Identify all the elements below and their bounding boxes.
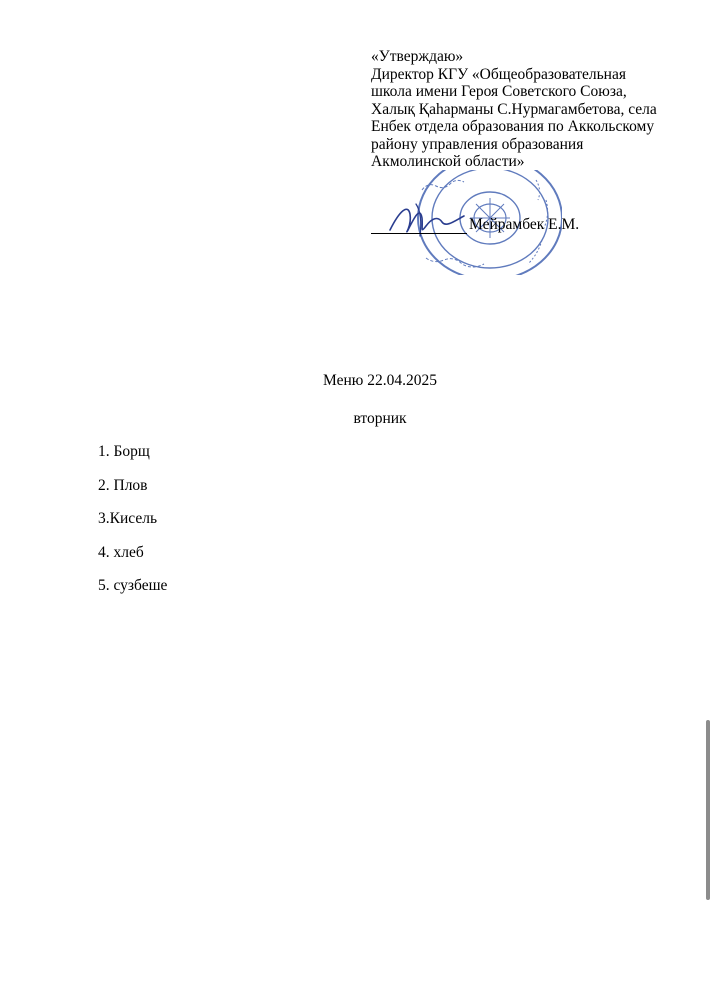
menu-item: 3.Кисель [98,510,158,527]
approval-line: району управления образования [371,135,584,153]
signature-line [371,233,467,234]
menu-item: 2. Плов [98,476,148,494]
approval-line: школа имени Героя Советского Союза, [371,83,627,100]
approval-line: Енбек отдела образования по Аккольскому [371,118,655,135]
approval-line: Директор КГУ «Общеобразовательная [371,65,626,83]
menu-day: вторник [353,410,407,427]
menu-item: 4. хлеб [98,543,144,561]
approval-heading: «Утверждаю» [371,48,464,65]
director-name: Мейрамбек Е.М. [469,216,580,233]
signature-row [371,214,691,240]
menu-item: 1. Борщ [98,443,150,460]
approval-line: Халық Қаһарманы С.Нурмагамбетова, села [371,100,657,118]
approval-line: Акмолинской области» [371,153,525,170]
approval-block [371,48,691,171]
menu-item: 5. сузбеше [98,577,168,594]
menu-list [98,443,167,611]
scrollbar[interactable] [706,720,710,900]
menu-title: Меню 22.04.2025 [323,372,437,389]
